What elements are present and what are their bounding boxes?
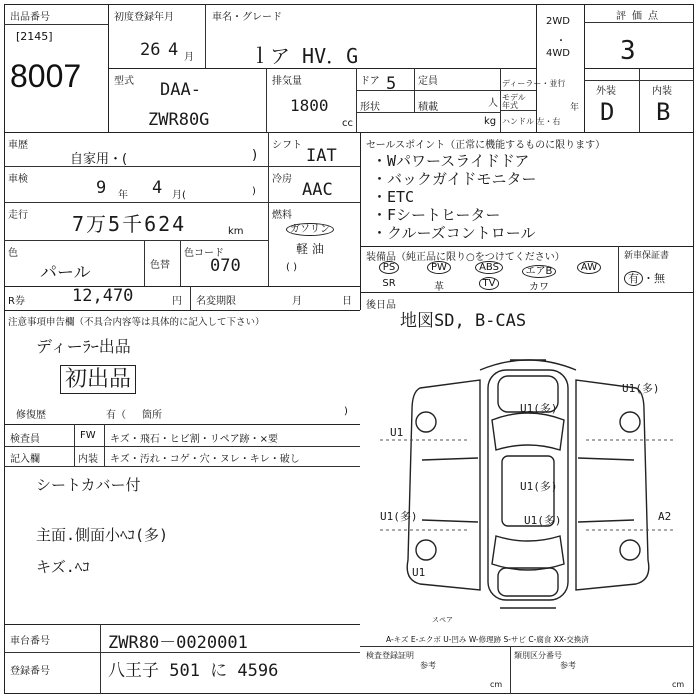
model-code: ZWR80G (148, 110, 210, 130)
divider (104, 424, 105, 466)
spare-label: スペア (432, 616, 453, 624)
model-year-label: モデル年式 (502, 93, 526, 110)
car-damage-diagram (360, 340, 694, 630)
divider (500, 90, 536, 91)
warranty-value: 有 ・無 (624, 270, 665, 286)
equipment-item: エアB (516, 262, 562, 277)
divider (205, 4, 206, 68)
divider (190, 286, 191, 310)
recycle-label: R券 (8, 296, 25, 307)
cm-unit-2: cm (672, 680, 685, 689)
divider (4, 466, 360, 467)
sales-points-label: セールスポイント（正常に機能するものに限ります） (366, 140, 606, 151)
divider (180, 240, 181, 286)
dealer-label: ディーラー・並行 (502, 79, 566, 88)
lot-number: 8007 (10, 58, 82, 94)
mileage-value: 7万5千624 (72, 212, 187, 236)
divider (4, 202, 360, 203)
plate-value: 八王子 501 に 4596 (108, 661, 279, 681)
lot-label: 出品番号 (10, 12, 50, 23)
color-swap-label: 色替 (150, 260, 170, 271)
doors-value: 5 (386, 74, 397, 94)
divider (268, 132, 269, 286)
divider (500, 68, 501, 132)
divider (584, 22, 694, 23)
divider (360, 646, 694, 647)
writer-label: 記入欄 (10, 454, 40, 465)
divider (4, 166, 360, 167)
divider (639, 68, 640, 132)
equipment-item: ABS (466, 262, 512, 273)
interior-label: 内装 (652, 86, 672, 97)
equipment-item: SR (382, 278, 396, 289)
repair-label: 修復歴 (16, 410, 46, 421)
model-label: 型式 (114, 76, 134, 87)
first-listing-stamp: 初出品 (60, 362, 136, 393)
yen-unit: 円 (172, 296, 182, 307)
inspection-year-unit: 年 (118, 190, 128, 201)
score-value: 3 (620, 36, 636, 66)
divider (144, 240, 145, 286)
person-unit: 人 (488, 98, 498, 109)
shift-value: IAT (306, 146, 337, 166)
notes-line1: ディーﾗｰ出品 (36, 337, 131, 356)
model-value: DAA- (160, 80, 201, 100)
repair-value: 有（ (106, 410, 126, 421)
divider (584, 68, 694, 69)
fuel-label: 燃料 (272, 210, 292, 221)
steering-label: ハンドル 左・右 (502, 117, 561, 126)
car-name-value: ｌア HV．G (250, 44, 359, 68)
comment-2: 主面.側面小ﾍｺ(多) (36, 526, 169, 544)
damage-mark: U1 (390, 426, 404, 439)
first-reg-year: 26 (140, 40, 161, 60)
color-code-value: 070 (210, 256, 241, 276)
plate-label: 登録番号 (10, 666, 50, 677)
comment-3: キズ.ﾍｺ (36, 558, 90, 576)
divider (510, 646, 511, 694)
reg-expiry-label: 名変期限 (196, 296, 236, 307)
displacement-label: 排気量 (272, 76, 302, 87)
color-value: パール (40, 263, 91, 283)
ac-value: AAC (302, 180, 333, 200)
divider (4, 132, 694, 133)
inspector-label: 検査員 (10, 434, 40, 445)
divider (74, 424, 75, 466)
divider (4, 240, 268, 241)
fw-label: FW (80, 430, 96, 441)
damage-legend: A-キズ E-エクボ U-凹み W-修理跡 S-サビ C-腐食 XX-交換済 (386, 635, 589, 644)
repair-close: ) (344, 406, 348, 417)
aftermarket-value: 地図SD, B-CAS (400, 311, 527, 331)
inspection-month: 4 (152, 178, 163, 198)
cm-unit-1: cm (490, 680, 503, 689)
equipment-item: PS (366, 262, 412, 273)
inspection-label: 車検 (8, 174, 28, 185)
fuel-diesel: 軽 油 (296, 242, 324, 256)
equipment-label: 装備品（純正品に限り○をつけてください） (366, 252, 565, 263)
year-unit: 年 (570, 103, 580, 113)
divider (4, 624, 360, 625)
load-label: 積載 (418, 102, 438, 113)
damage-mark: U1(多) (622, 382, 660, 395)
chassis-label: 車台番号 (10, 636, 50, 647)
shift-label: シフト (272, 140, 302, 151)
divider (4, 24, 108, 25)
divider (4, 310, 360, 311)
drive-2wd: 2WD (546, 16, 570, 27)
sales-point-item: ・バックガイドモニター (372, 170, 537, 188)
damage-mark: A2 (658, 510, 672, 523)
damage-mark: U1(多) (380, 510, 418, 523)
divider (356, 68, 357, 132)
drive-dot: ・ (556, 36, 566, 47)
color-label: 色 (8, 248, 18, 259)
ref-label-2: 参考 (560, 661, 576, 670)
repair-place: 箇所 (142, 410, 162, 421)
history-close: ) (252, 148, 258, 163)
mileage-label: 走行 (8, 210, 28, 221)
history-value: 自家用・( (70, 152, 128, 167)
shape-label: 形状 (360, 102, 380, 113)
chassis-value: ZWR80－0020001 (108, 633, 248, 653)
equipment-item: AW (566, 262, 612, 273)
ref-label-1: 参考 (420, 661, 436, 670)
sales-point-item: ・Fシートヒーター (372, 206, 501, 224)
inspection-month-unit: 月( (172, 190, 186, 201)
divider (4, 286, 360, 287)
inspection-cert-label: 検査登録証明 (366, 651, 414, 660)
damage-mark: U1(多) (524, 514, 562, 527)
cc-unit: cc (342, 118, 353, 129)
inspection-year: 9 (96, 178, 107, 198)
score-label: 評価点 (616, 11, 664, 22)
divider (266, 68, 267, 132)
exterior-label: 外装 (596, 86, 616, 97)
lot-code: [2145] (16, 30, 53, 43)
fw-items: キズ・飛石・ヒビ割・リペア跡・×要 (110, 434, 278, 445)
divider (356, 90, 500, 91)
divider (618, 246, 619, 292)
car-name-label: 車名・グレード (212, 12, 282, 23)
divider (100, 624, 101, 694)
equipment-item: PW (416, 262, 462, 273)
sales-point-item: ・Wパワースライドドア (372, 152, 530, 170)
divider (4, 424, 360, 425)
sales-point-item: ・クルーズコントロール (372, 224, 536, 242)
comment-1: シートカバー付 (36, 476, 141, 494)
ac-label: 冷房 (272, 174, 292, 185)
aftermarket-label: 後日品 (366, 300, 396, 311)
damage-mark: U1(多) (520, 480, 558, 493)
divider (360, 132, 361, 310)
inspection-close: ) (252, 186, 256, 197)
equipment-item: TV (466, 278, 512, 289)
doors-label: ドア (360, 76, 380, 87)
damage-mark: U1 (412, 566, 426, 579)
divider (360, 292, 694, 293)
fuel-paren: ( ) (286, 262, 297, 273)
km-unit: km (228, 226, 244, 237)
recycle-value: 12,470 (72, 286, 134, 306)
interior-items: キズ・汚れ・コゲ・穴・ヌレ・キレ・破し (110, 454, 300, 465)
divider (360, 246, 694, 247)
interior-row-label: 内装 (78, 454, 98, 465)
divider (4, 446, 360, 447)
divider (500, 110, 536, 111)
notes-label: 注意事項申告欄（不具合内容等は具体的に記入して下さい） (8, 317, 265, 328)
reg-day-unit: 日 (342, 296, 352, 307)
kg-unit: kg (484, 116, 497, 127)
equipment-item: カワ (529, 282, 549, 293)
first-reg-month: 4 (168, 40, 179, 60)
class-number-label: 類別区分番号 (514, 651, 562, 660)
equipment-item: 革 (434, 282, 444, 293)
reg-month-unit: 月 (292, 296, 302, 307)
month-unit: 月 (184, 52, 194, 63)
drive-4wd: 4WD (546, 48, 570, 59)
divider (536, 4, 537, 132)
fuel-gasoline: ガソリン (286, 220, 334, 235)
displacement-value: 1800 (290, 96, 329, 115)
first-reg-label: 初度登録年月 (114, 12, 174, 23)
capacity-label: 定員 (418, 76, 438, 87)
interior-grade: B (656, 98, 671, 126)
warranty-label: 新車保証書 (624, 251, 670, 261)
color-code-label: 色コード (184, 248, 224, 259)
damage-mark: U1(多) (520, 402, 558, 415)
sales-point-item: ・ETC (372, 188, 415, 206)
exterior-grade: D (600, 98, 615, 126)
history-label: 車歴 (8, 140, 28, 151)
